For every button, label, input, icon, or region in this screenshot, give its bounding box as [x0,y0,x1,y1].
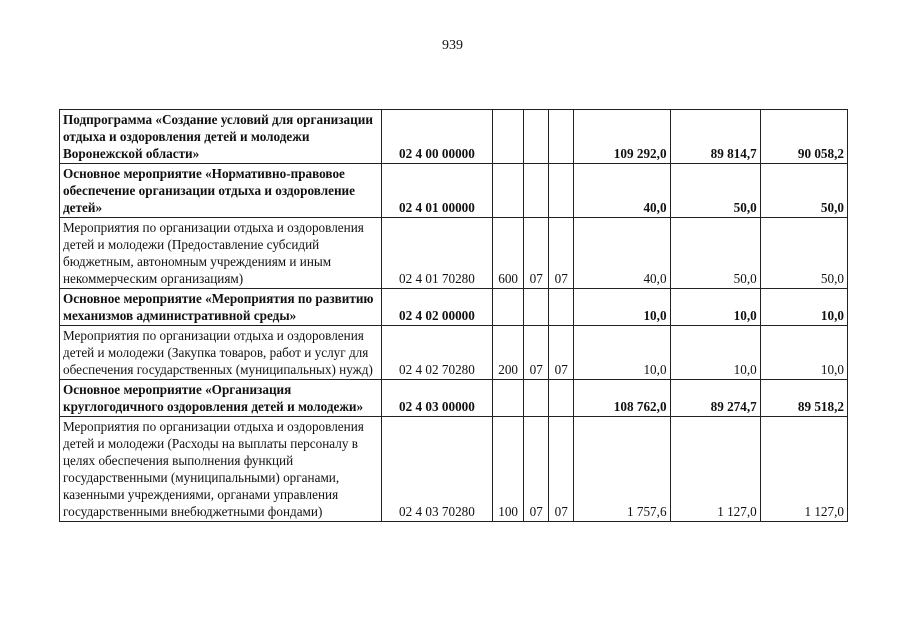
row-expense-type [493,164,524,218]
row-amount-year3: 50,0 [760,218,847,289]
row-name: Основное мероприятие «Нормативно-правовое обеспечение организации отдыха и оздоровление детей» [60,164,382,218]
row-expense-type [493,110,524,164]
row-code: 02 4 02 70280 [381,326,492,380]
row-expense-type [493,380,524,417]
row-amount-year2: 10,0 [670,289,760,326]
row-subsection: 07 [549,326,574,380]
row-subsection: 07 [549,218,574,289]
row-amount-year1: 10,0 [574,326,670,380]
row-section: 07 [524,326,549,380]
row-amount-year2: 50,0 [670,218,760,289]
row-subsection [549,110,574,164]
table-row [60,417,848,522]
row-amount-year1: 40,0 [574,218,670,289]
row-amount-year3: 10,0 [760,326,847,380]
row-code: 02 4 02 00000 [381,289,492,326]
table-row [60,326,848,380]
row-name: Мероприятия по организации отдыха и оздоровления детей и молодежи (Закупка товаров, работ и услуг для обеспечения государственных (муниципальных) нужд) [60,326,382,380]
row-name: Подпрограмма «Создание условий для организации отдыха и оздоровления детей и молодежи Воронежской области» [60,110,382,164]
row-expense-type [493,289,524,326]
row-code: 02 4 03 70280 [381,417,492,522]
row-code: 02 4 01 00000 [381,164,492,218]
row-amount-year1: 109 292,0 [574,110,670,164]
row-amount-year3: 90 058,2 [760,110,847,164]
row-name: Мероприятия по организации отдыха и оздоровления детей и молодежи (Расходы на выплаты персоналу в целях обеспечения выполнения функций государственными (муниципальными) органами, казенными учреждениями, органами управления государственными внебюджетными фондами) [60,417,382,522]
row-amount-year1: 40,0 [574,164,670,218]
row-expense-type: 100 [493,417,524,522]
budget-table [59,109,848,522]
row-name: Основное мероприятие «Организация круглогодичного оздоровления детей и молодежи» [60,380,382,417]
row-subsection: 07 [549,417,574,522]
row-section [524,380,549,417]
row-amount-year1: 10,0 [574,289,670,326]
row-amount-year3: 1 127,0 [760,417,847,522]
row-amount-year3: 89 518,2 [760,380,847,417]
budget-table-body [60,110,848,522]
page-number: 939 [442,38,463,53]
row-code: 02 4 01 70280 [381,218,492,289]
row-code: 02 4 00 00000 [381,110,492,164]
row-amount-year2: 89 274,7 [670,380,760,417]
row-name: Мероприятия по организации отдыха и оздоровления детей и молодежи (Предоставление субсидий бюджетным, автономным учреждениям и иным некоммерческим организациям) [60,218,382,289]
row-amount-year2: 1 127,0 [670,417,760,522]
row-amount-year2: 89 814,7 [670,110,760,164]
row-section: 07 [524,218,549,289]
table-row [60,289,848,326]
row-expense-type: 600 [493,218,524,289]
row-code: 02 4 03 00000 [381,380,492,417]
row-name: Основное мероприятие «Мероприятия по развитию механизмов административной среды» [60,289,382,326]
row-amount-year1: 1 757,6 [574,417,670,522]
table-row [60,218,848,289]
row-subsection [549,380,574,417]
row-section [524,164,549,218]
table-row [60,110,848,164]
row-subsection [549,164,574,218]
row-subsection [549,289,574,326]
row-amount-year3: 10,0 [760,289,847,326]
row-amount-year1: 108 762,0 [574,380,670,417]
row-amount-year2: 10,0 [670,326,760,380]
table-row [60,164,848,218]
row-expense-type: 200 [493,326,524,380]
row-section [524,289,549,326]
table-row [60,380,848,417]
row-amount-year3: 50,0 [760,164,847,218]
row-section [524,110,549,164]
row-section: 07 [524,417,549,522]
row-amount-year2: 50,0 [670,164,760,218]
